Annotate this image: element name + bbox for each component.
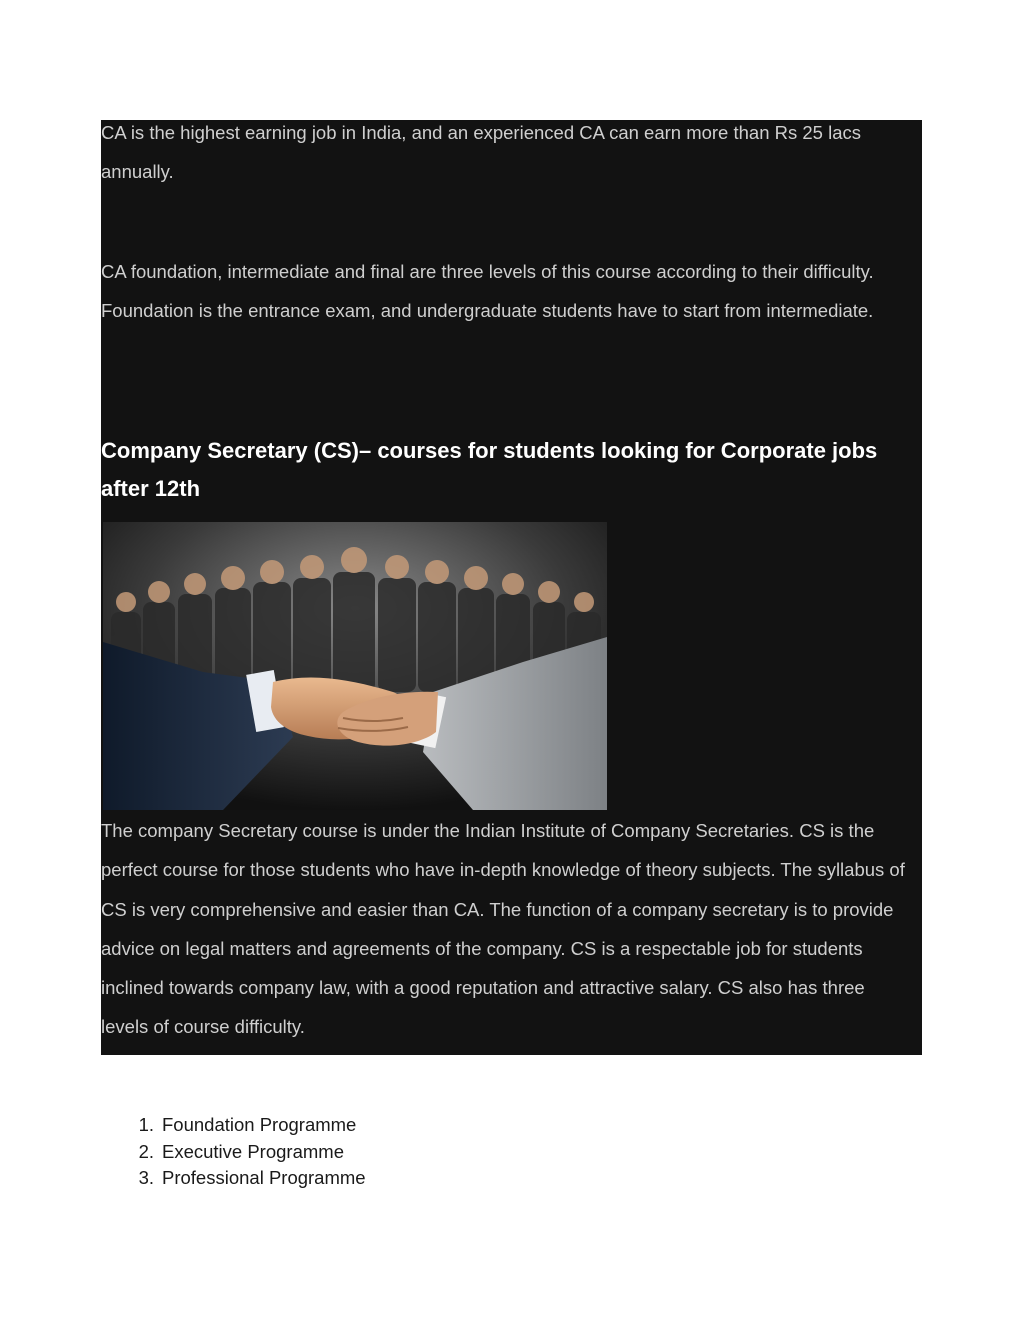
list-item-label: Professional Programme	[162, 1167, 366, 1188]
list-item-label: Foundation Programme	[162, 1114, 357, 1135]
list-item	[101, 1165, 366, 1192]
ca-levels-paragraph: CA foundation, intermediate and final are three levels of this course according to their difficulty. Foundation is the entrance exam, and undergraduate students have to start from intermediate.	[101, 261, 874, 322]
cs-section-heading: Company Secretary (CS)– courses for students looking for Corporate jobs after 12th	[101, 438, 878, 501]
cs-description-paragraph: The company Secretary course is under the Indian Institute of Company Secretaries. CS is the perfect course for those students who have in-depth knowledge of theory subjects. The syllabus of CS is very comprehensive and easier than CA. The function of a company secretary is to provide advice on legal matters and agreements of the company. CS is a respectable job for students inclined towards company law, with a good reputation and attractive salary. CS also has three levels of course difficulty.	[101, 820, 905, 1038]
list-item-label: Executive Programme	[162, 1140, 344, 1162]
ca-earning-paragraph: CA is the highest earning job in India, and an experienced CA can earn more than Rs 25 lacs annually.	[101, 122, 861, 183]
business-handshake-photo	[103, 522, 607, 810]
cs-programme-list	[101, 1112, 366, 1192]
list-item	[101, 1112, 366, 1139]
list-item-number: 1.	[138, 1114, 154, 1135]
list-item-number: 3.	[138, 1167, 154, 1188]
list-item	[101, 1139, 366, 1166]
list-item-number: 2.	[138, 1140, 154, 1162]
